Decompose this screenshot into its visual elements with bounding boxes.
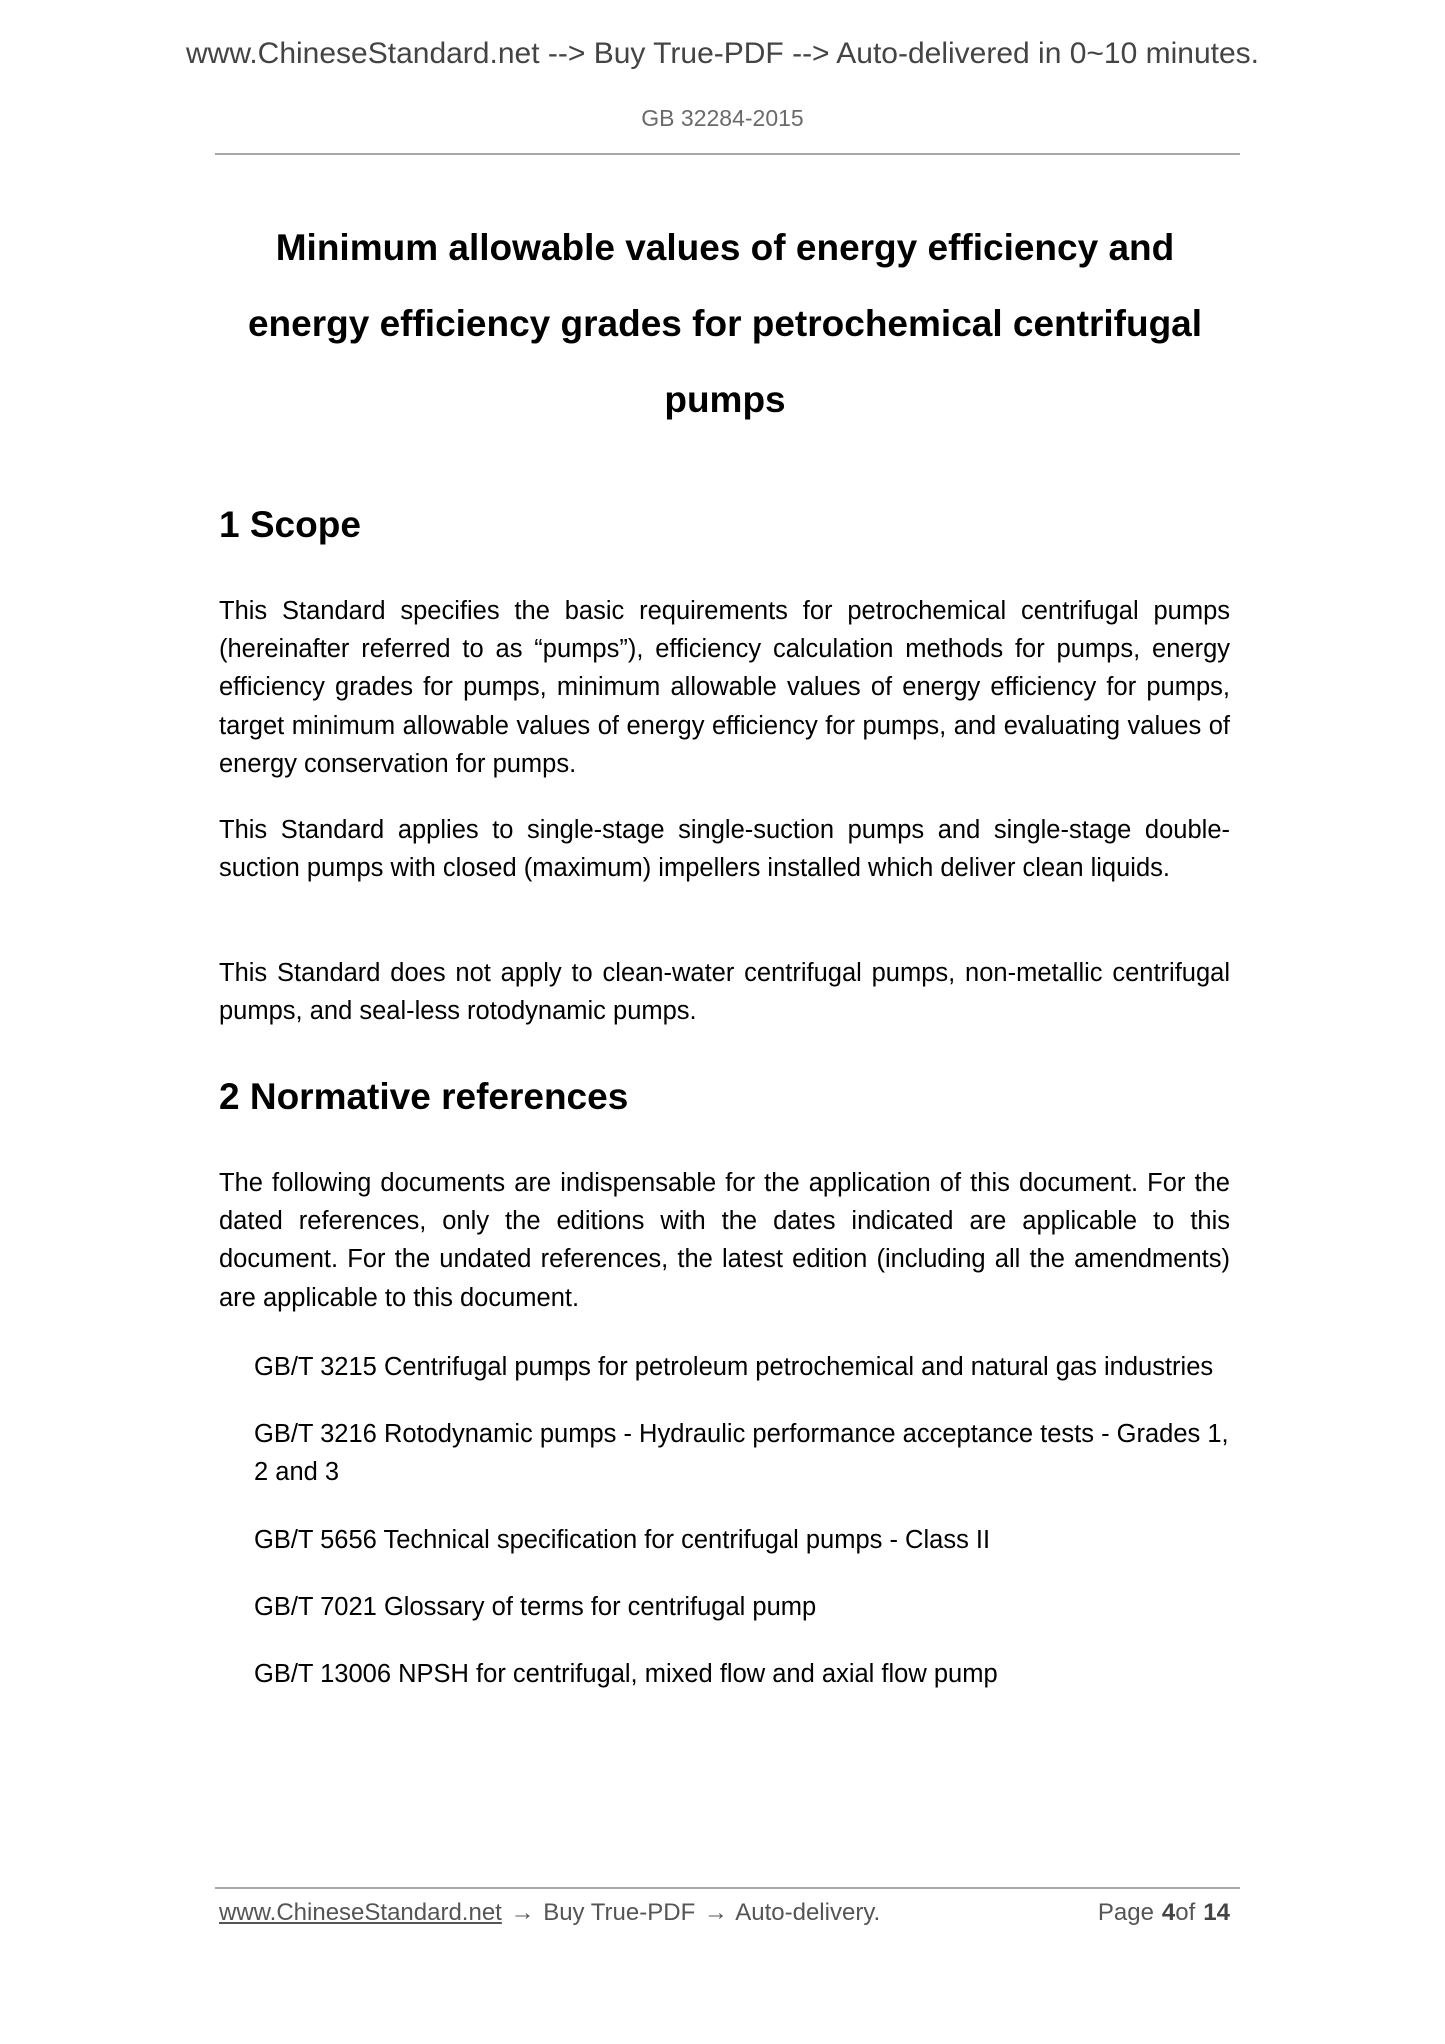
footer-delivery-text: Auto-delivery. (735, 1899, 881, 1926)
reference-item: GB/T 3215 Centrifugal pumps for petroleum petrochemical and natural gas industries (254, 1353, 1214, 1381)
page-footer (219, 1897, 1230, 1929)
title-line-1: Minimum allowable values of energy efficiency and (275, 227, 1175, 268)
reference-item: GB/T 5656 Technical specification for centrifugal pumps - Class II (254, 1525, 991, 1554)
reference-list (254, 1348, 1230, 1722)
scope-paragraph-1: This Standard specifies the basic requirements for petrochemical centrifugal pumps (hereinafter referred to as “pumps”), efficiency calculation methods for pumps, energy efficiency grades for pumps, minimum allowable values of energy efficiency for pumps, target minimum allowable values of energy efficiency for pumps, and evaluating values of energy conservation for pumps. (219, 597, 1230, 778)
section-heading-scope: 1 Scope (219, 504, 361, 545)
arrow-right-icon: → (510, 1899, 535, 1926)
normative-references-intro: The following documents are indispensable for the application of this document. For the dated references, only the editions with the dates indicated are applicable to this document. For the undated references, the latest edition (including all the amendments) are applicable to this document. (219, 1169, 1230, 1312)
page-number (1098, 1897, 1230, 1929)
top-banner: www.ChineseStandard.net --> Buy True-PDF --> Auto-delivered in 0~10 minutes. (185, 37, 1260, 70)
page-current: 4 (1161, 1899, 1176, 1926)
reference-item: GB/T 7021 Glossary of terms for centrifugal pump (254, 1592, 817, 1621)
footer-promo (219, 1897, 880, 1929)
title-line-3: pumps (664, 379, 786, 420)
footer-site-link[interactable]: www.ChineseStandard.net (219, 1899, 502, 1926)
document-title (200, 210, 1250, 438)
footer-divider (215, 1887, 1240, 1889)
footer-buy-text: Buy True-PDF (543, 1899, 696, 1926)
scope-paragraph-3: This Standard does not apply to clean-water centrifugal pumps, non-metallic centrifugal pumps, and seal-less rotodynamic pumps. (219, 959, 1230, 1026)
page-total: 14 (1203, 1899, 1230, 1926)
page-of: of (1175, 1899, 1196, 1926)
document-id: GB 32284-2015 (641, 105, 804, 131)
header-divider (215, 153, 1240, 155)
page-label: Page (1097, 1899, 1154, 1926)
arrow-right-icon: → (703, 1899, 728, 1926)
reference-item: GB/T 13006 NPSH for centrifugal, mixed flow and axial flow pump (254, 1660, 998, 1689)
section-heading-normative-references: 2 Normative references (219, 1076, 629, 1117)
reference-item: GB/T 3216 Rotodynamic pumps - Hydraulic performance acceptance tests - Grades 1, 2 and 3 (254, 1420, 1229, 1487)
scope-paragraph-2: This Standard applies to single-stage single-suction pumps and single-stage double-suction pumps with closed (maximum) impellers installed which deliver clean liquids. (219, 816, 1230, 883)
title-line-2: energy efficiency grades for petrochemical centrifugal (247, 303, 1203, 344)
